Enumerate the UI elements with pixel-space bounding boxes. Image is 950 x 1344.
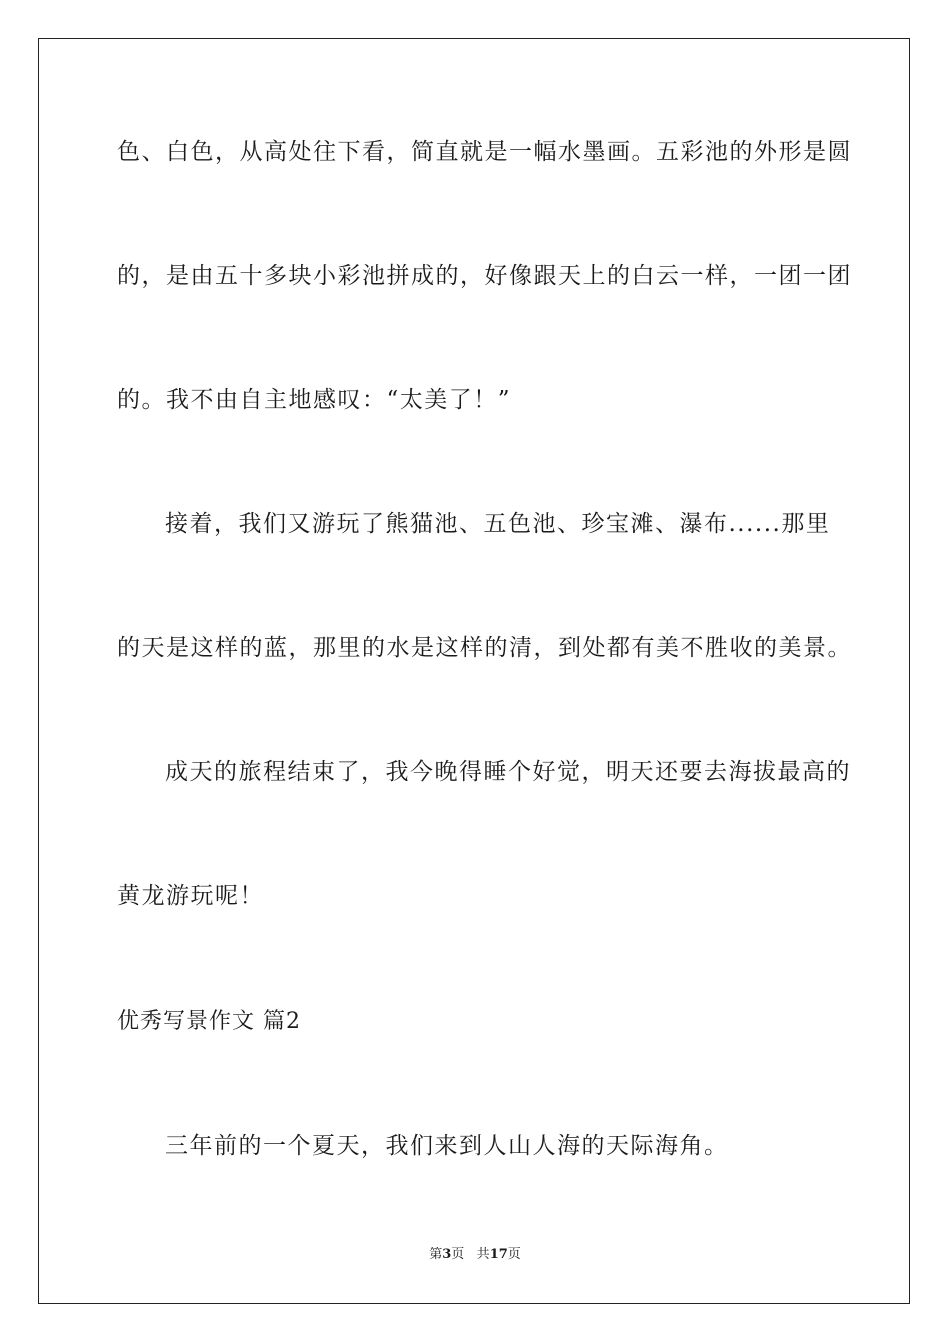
footer-page-prefix: 第 [429, 1247, 443, 1262]
page-frame [38, 38, 910, 1304]
footer-total-suffix: 页 [507, 1247, 521, 1262]
body-text-line-3: 的。我不由自主地感叹：“太美了！” [117, 387, 512, 413]
footer-page-number: 3 [442, 1247, 452, 1262]
footer-total-pages: 17 [489, 1247, 508, 1262]
body-text-line-1: 色、白色，从高处往下看，简直就是一幅水墨画。五彩池的外形是圆 [117, 139, 852, 165]
footer-page-suffix: 页 [451, 1247, 465, 1262]
section-heading: 优秀写景作文 篇2 [117, 1009, 301, 1034]
body-text-line-4: 接着，我们又游玩了熊猫池、五色池、珍宝滩、瀑布......那里 [165, 511, 831, 537]
page-footer [0, 1246, 950, 1264]
body-text-line-8: 三年前的一个夏天，我们来到人山人海的天际海角。 [165, 1133, 729, 1159]
body-text-line-6: 成天的旅程结束了，我今晚得睡个好觉，明天还要去海拔最高的 [165, 759, 851, 785]
footer-total-prefix: 共 [476, 1247, 490, 1262]
body-text-line-5: 的天是这样的蓝，那里的水是这样的清，到处都有美不胜收的美景。 [117, 635, 852, 661]
body-text-line-7: 黄龙游玩呢！ [117, 883, 264, 909]
body-text-line-2: 的，是由五十多块小彩池拼成的，好像跟天上的白云一样，一团一团 [117, 263, 852, 289]
